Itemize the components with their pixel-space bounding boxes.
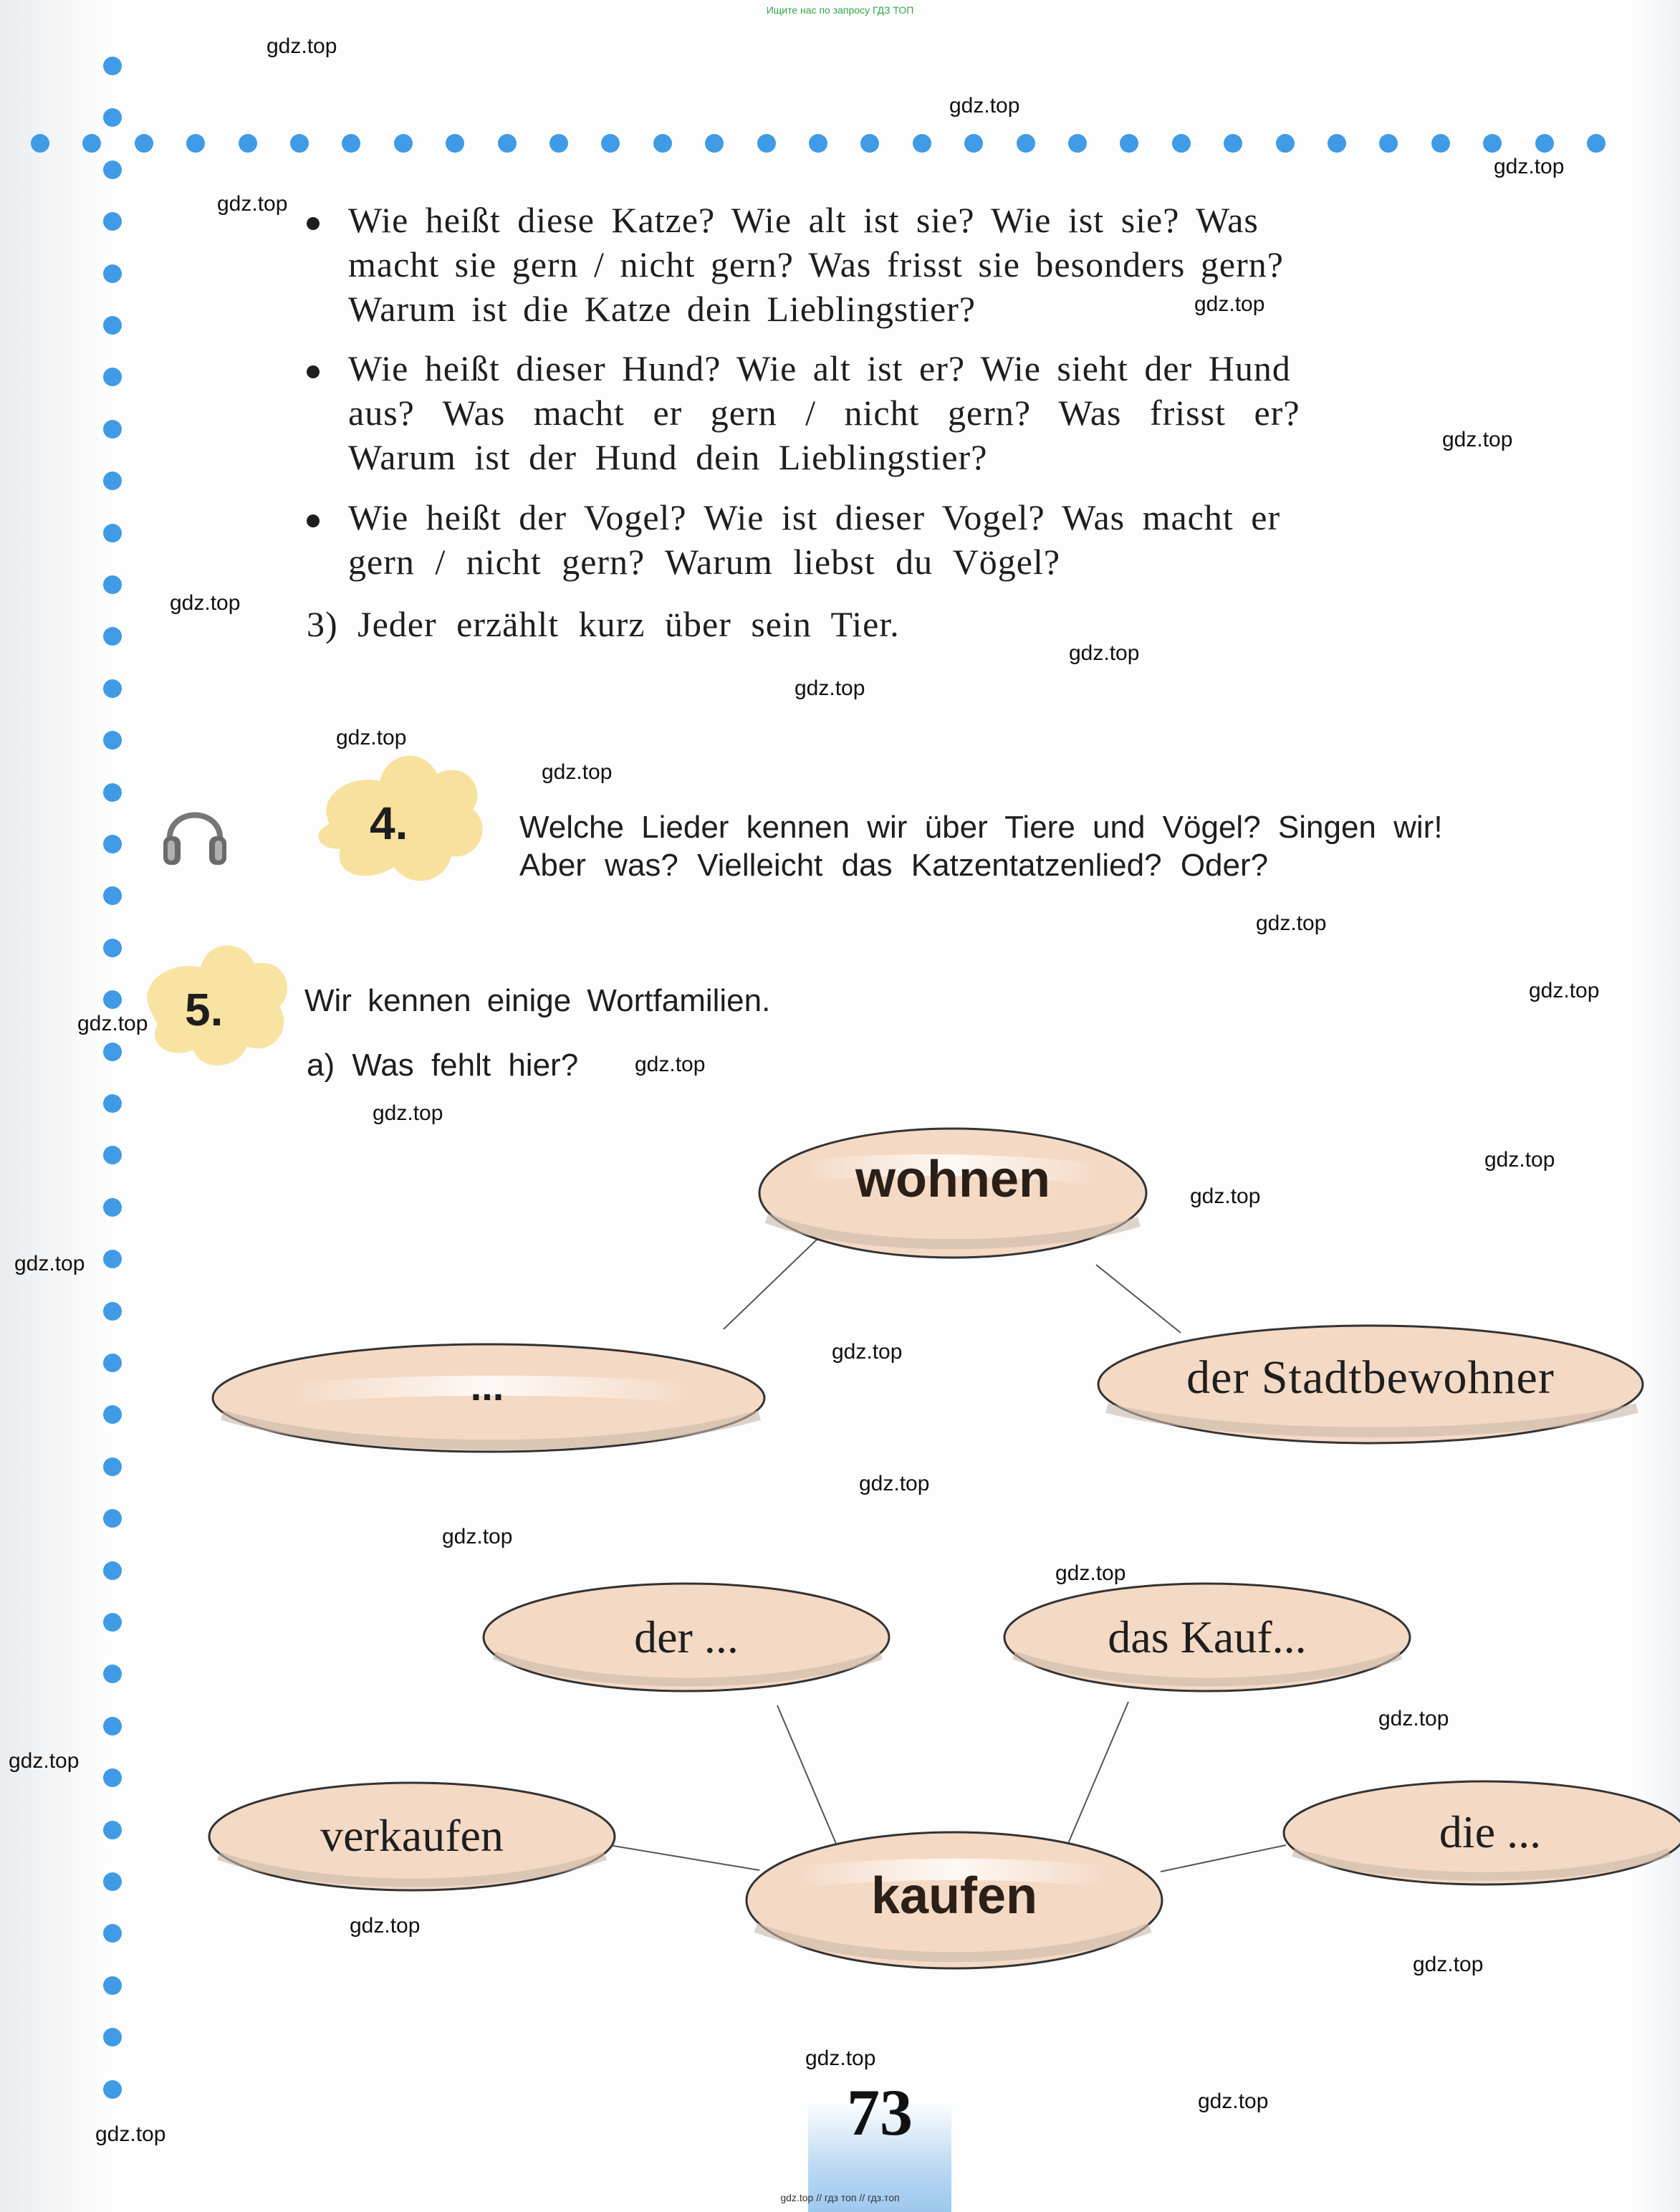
watermark: gdz.top xyxy=(795,676,865,700)
diagram-2-right: die ... xyxy=(1439,1806,1542,1857)
item-3: 3) Jeder erzählt kurz über sein Tier. xyxy=(307,604,900,644)
watermark: gdz.top xyxy=(217,192,288,216)
diagram-2-top-right: das Kauf... xyxy=(1108,1612,1307,1662)
watermark: gdz.top xyxy=(635,1053,706,1076)
watermark: gdz.top xyxy=(170,591,241,615)
watermark: gdz.top xyxy=(336,726,407,750)
diagram-1-right: der Stadtbewohner xyxy=(1186,1351,1555,1404)
watermark: gdz.top xyxy=(805,2046,876,2070)
watermark: gdz.top xyxy=(267,34,337,58)
watermark: gdz.top xyxy=(1256,911,1327,935)
watermark: gdz.top xyxy=(1069,641,1140,665)
watermark: gdz.top xyxy=(373,1101,443,1125)
watermark: gdz.top xyxy=(1055,1561,1126,1585)
header-note: Ищите нас по запросу ГДЗ ТОП xyxy=(766,4,914,16)
task-5-sub-a: a) Was fehlt hier? xyxy=(307,1048,579,1083)
watermark: gdz.top xyxy=(1190,1184,1261,1208)
task-5-intro: Wir kennen einige Wortfamilien. xyxy=(304,983,771,1018)
page-number: 73 xyxy=(847,2076,913,2149)
diagram-1-left: ... xyxy=(470,1364,504,1409)
question-line: Warum ist die Katze dein Lieblingstier? xyxy=(348,289,976,329)
question-line: Wie heißt dieser Hund? Wie alt ist er? Wie sieht der Hund xyxy=(348,348,1291,388)
watermark: gdz.top xyxy=(1529,979,1600,1002)
watermark: gdz.top xyxy=(1198,2089,1269,2113)
diagram-2-top-left: der ... xyxy=(634,1612,739,1662)
watermark: gdz.top xyxy=(1484,1148,1555,1172)
diagram-2-center: kaufen xyxy=(870,1867,1038,1925)
diagram-1-center: wohnen xyxy=(855,1151,1050,1208)
watermark: gdz.top xyxy=(1378,1707,1449,1730)
question-line: Wie heißt der Vogel? Wie ist dieser Vogel? Was macht er xyxy=(348,497,1281,537)
task-5-number: 5. xyxy=(185,984,224,1035)
watermark: gdz.top xyxy=(859,1472,930,1495)
task-4-line: Welche Lieder kennen wir über Tiere und Vögel? Singen wir! xyxy=(519,810,1443,845)
watermark: gdz.top xyxy=(95,2122,166,2146)
footer-note: gdz.top // гдз топ // гдз.топ xyxy=(780,2192,900,2203)
watermark: gdz.top xyxy=(442,1525,513,1548)
watermark: gdz.top xyxy=(542,760,613,784)
watermark: gdz.top xyxy=(1494,155,1565,178)
watermark: gdz.top xyxy=(949,94,1020,118)
watermark: gdz.top xyxy=(1413,1953,1484,1976)
watermark: gdz.top xyxy=(9,1749,80,1773)
watermark: gdz.top xyxy=(14,1252,85,1275)
question-line: aus? Was macht er gern / nicht gern? Was frisst er? xyxy=(348,393,1300,433)
task-4-line: Aber was? Vielleicht das Katzentatzenlied? Oder? xyxy=(519,848,1269,883)
diagram-2-left: verkaufen xyxy=(320,1810,504,1861)
question-line: macht sie gern / nicht gern? Was frisst sie besonders gern? xyxy=(348,244,1284,284)
question-line: gern / nicht gern? Warum liebst du Vögel? xyxy=(348,542,1061,582)
watermark: gdz.top xyxy=(350,1914,421,1938)
watermark: gdz.top xyxy=(1194,292,1265,316)
question-line: Wie heißt diese Katze? Wie alt ist sie? Wie ist sie? Was xyxy=(348,200,1259,240)
question-line: Warum ist der Hund dein Lieblingstier? xyxy=(348,437,988,477)
watermark: gdz.top xyxy=(832,1340,903,1364)
watermark: gdz.top xyxy=(77,1012,148,1035)
task-4-number: 4. xyxy=(370,798,408,849)
watermark: gdz.top xyxy=(1442,428,1513,451)
